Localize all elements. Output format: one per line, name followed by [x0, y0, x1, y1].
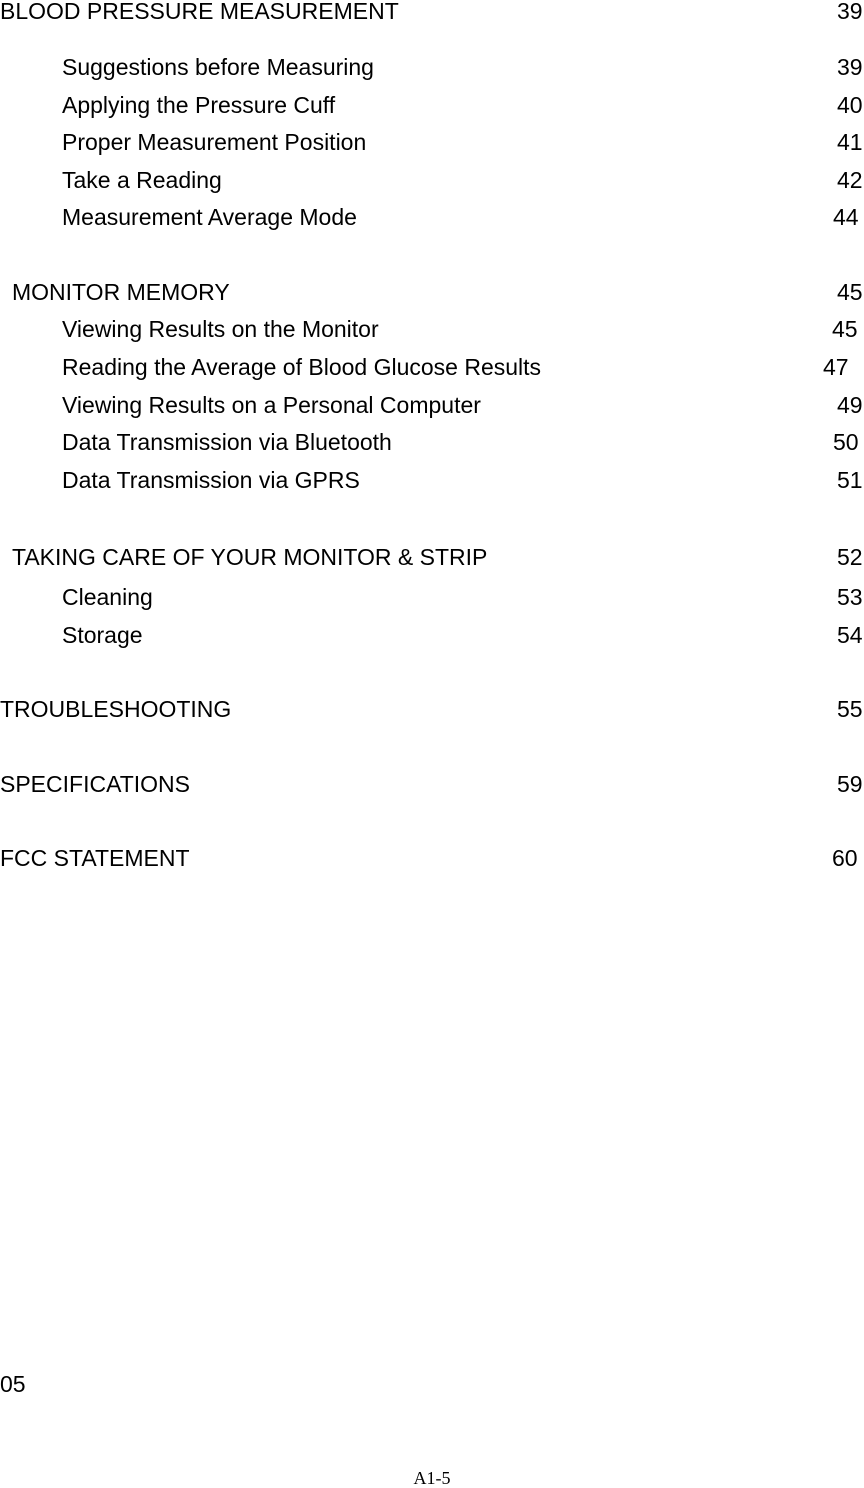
toc-subsection-title: Reading the Average of Blood Glucose Results [62, 354, 542, 380]
toc-entry [0, 281, 864, 311]
toc-entry [0, 318, 864, 348]
toc-subsection-title: Data Transmission via GPRS [62, 467, 360, 493]
toc-entry [0, 469, 864, 499]
toc-entry [0, 206, 864, 236]
toc-page-number: 55 [837, 696, 863, 722]
toc-subsection-title: Cleaning [62, 584, 153, 610]
toc-entry [0, 394, 864, 424]
toc-subsection-title: Proper Measurement Position [62, 129, 367, 155]
toc-page-number: 59 [837, 771, 863, 797]
toc-subsection-title: Suggestions before Measuring [62, 54, 374, 80]
toc-page-number: 47 [823, 354, 849, 380]
toc-subsection-title: Viewing Results on the Monitor [62, 316, 379, 342]
page-number: 05 [0, 1371, 26, 1397]
toc-entry [0, 847, 864, 877]
toc-subsection-title: Applying the Pressure Cuff [62, 92, 336, 118]
toc-entry [0, 546, 864, 576]
toc-entry [0, 0, 864, 30]
toc-page-number: 60 [832, 845, 858, 871]
toc-page-number: 41 [837, 129, 863, 155]
toc-section-title: TAKING CARE OF YOUR MONITOR & STRIP [12, 544, 488, 570]
toc-entry [0, 586, 864, 616]
toc-entry [0, 698, 864, 728]
toc-page-number: 44 [833, 204, 859, 230]
toc-entry [0, 169, 864, 199]
toc-subsection-title: Storage [62, 622, 143, 648]
toc-subsection-title: Take a Reading [62, 167, 222, 193]
toc-subsection-title: Measurement Average Mode [62, 204, 357, 230]
toc-page-number: 39 [837, 54, 863, 80]
toc-entry [0, 356, 864, 386]
toc-section-title: FCC STATEMENT [0, 845, 190, 871]
toc-section-title: BLOOD PRESSURE MEASUREMENT [0, 0, 399, 24]
toc-section-title: SPECIFICATIONS [0, 771, 190, 797]
toc-page-number: 42 [837, 167, 863, 193]
toc-page-number: 45 [832, 316, 858, 342]
toc-entry [0, 624, 864, 654]
toc-page-number: 39 [837, 0, 863, 24]
toc-entry [0, 94, 864, 124]
toc-entry [0, 431, 864, 461]
toc-page-number: 52 [837, 544, 863, 570]
toc-page-number: 53 [837, 584, 863, 610]
toc-page-number: 51 [837, 467, 863, 493]
toc-page-number: 45 [837, 279, 863, 305]
document-code: A1-5 [413, 1468, 451, 1488]
toc-entry [0, 131, 864, 161]
toc-section-title: MONITOR MEMORY [12, 279, 230, 305]
toc-page-number: 40 [837, 92, 863, 118]
toc-entry [0, 773, 864, 803]
toc-page-number: 49 [837, 392, 863, 418]
toc-subsection-title: Data Transmission via Bluetooth [62, 429, 392, 455]
toc-page-number: 54 [837, 622, 863, 648]
toc-section-title: TROUBLESHOOTING [0, 696, 232, 722]
toc-subsection-title: Viewing Results on a Personal Computer [62, 392, 481, 418]
toc-entry [0, 56, 864, 86]
toc-page-number: 50 [833, 429, 859, 455]
